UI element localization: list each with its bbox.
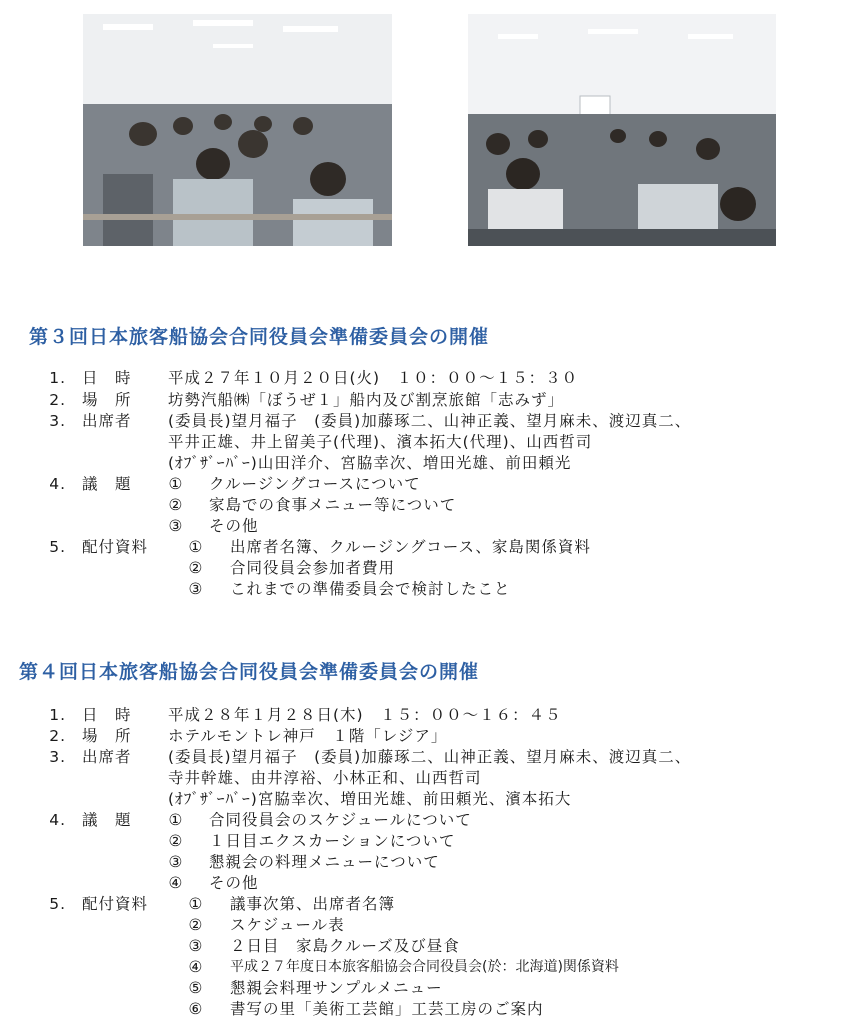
material-item: 書写の里「美術工芸館」工芸工房のご案内	[230, 1000, 544, 1018]
item-attendees: 3. 出席者 (委員長)望月福子 (委員)加藤琢二、山神正義、望月麻未、渡辺真二、 寺井幹雄、由井淳裕、小林正和、山西哲司 (ｵﾌﾞｻﾞｰﾊﾞｰ)宮脇幸次、増田光雄、前田頼光、濱本拓大	[49, 748, 692, 808]
agenda-item: 合同役員会のスケジュールについて	[209, 811, 472, 829]
attendee-line: (委員長)望月福子 (委員)加藤琢二、山神正義、望月麻未、渡辺真二、	[168, 748, 692, 766]
attendee-line: 寺井幹雄、由井淳裕、小林正和、山西哲司	[168, 769, 482, 787]
material-item: 議事次第、出席者名簿	[230, 895, 396, 913]
attendee-line: (委員長)望月福子 (委員)加藤琢二、山神正義、望月麻未、渡辺真二、	[168, 412, 692, 430]
item-agenda: 4. 議 題 ① クルージングコースについて ② 家島での食事メニュー等について ③ その他	[49, 475, 457, 535]
material-item: 懇親会料理サンプルメニュー	[230, 979, 443, 997]
attendee-line: 平井正雄、井上留美子(代理)、濱本拓大(代理)、山西哲司	[168, 433, 593, 451]
section-title-4th-meeting: 第４回日本旅客船協会合同役員会準備委員会の開催	[19, 661, 480, 683]
agenda-item: １日目エクスカーションについて	[209, 832, 456, 850]
agenda-item: その他	[209, 874, 259, 892]
agenda-item: 懇親会の料理メニューについて	[209, 853, 440, 871]
item-attendees: 3. 出席者 (委員長)望月福子 (委員)加藤琢二、山神正義、望月麻未、渡辺真二、 平井正雄、井上留美子(代理)、濱本拓大(代理)、山西哲司 (ｵﾌﾞｻﾞｰﾊﾞｰ)山田洋介、宮脇幸次、増田光雄、前田頼光	[49, 412, 692, 472]
item-materials: 5. 配付資料 ① 議事次第、出席者名簿 ② スケジュール表 ③ ２日目 家島クルーズ及び昼食 ④ 平成２７年度日本旅客船協会合同役員会(於：北海道)関係資料 ⑤ 懇親会料理サンプルメニュー ⑥ 書写の里「美術工芸館」工芸工房のご案内	[49, 895, 619, 1018]
item-place: 2. 場 所 ホテルモントレ神戸 １階「レジア」	[49, 727, 448, 745]
item-date: 1. 日 時 平成２８年１月２８日(木) １５：００～１６：４５	[49, 706, 562, 724]
attendee-line: (ｵﾌﾞｻﾞｰﾊﾞｰ)山田洋介、宮脇幸次、増田光雄、前田頼光	[168, 454, 572, 472]
attendee-line: (ｵﾌﾞｻﾞｰﾊﾞｰ)宮脇幸次、増田光雄、前田頼光、濱本拓大	[168, 790, 572, 808]
material-item: スケジュール表	[230, 916, 345, 934]
material-item: 合同役員会参加者費用	[230, 559, 396, 577]
material-item: ２日目 家島クルーズ及び昼食	[230, 937, 460, 955]
section-title-3rd-meeting: 第３回日本旅客船協会合同役員会準備委員会の開催	[29, 326, 490, 348]
item-materials: 5. 配付資料 ① 出席者名簿、クルージングコース、家島関係資料 ② 合同役員会参加者費用 ③ これまでの準備委員会で検討したこと	[49, 538, 591, 598]
item-agenda: 4. 議 題 ① 合同役員会のスケジュールについて ② １日目エクスカーションについて ③ 懇親会の料理メニューについて ④ その他	[49, 811, 472, 892]
material-item: 平成２７年度日本旅客船協会合同役員会(於：北海道)関係資料	[230, 959, 619, 975]
agenda-item: 家島での食事メニュー等について	[209, 496, 457, 514]
material-item: 出席者名簿、クルージングコース、家島関係資料	[230, 538, 591, 556]
meeting-room-photo	[468, 14, 776, 246]
meeting-audience-photo	[83, 14, 392, 246]
item-place: 2. 場 所 坊勢汽船㈱「ぼうぜ１」船内及び割烹旅館「志みず」	[49, 391, 565, 409]
item-date: 1. 日 時 平成２７年１０月２０日(火) １０：００～１５：３０	[49, 369, 579, 387]
material-item: これまでの準備委員会で検討したこと	[230, 580, 511, 598]
agenda-item: その他	[209, 517, 259, 535]
agenda-item: クルージングコースについて	[209, 475, 421, 493]
